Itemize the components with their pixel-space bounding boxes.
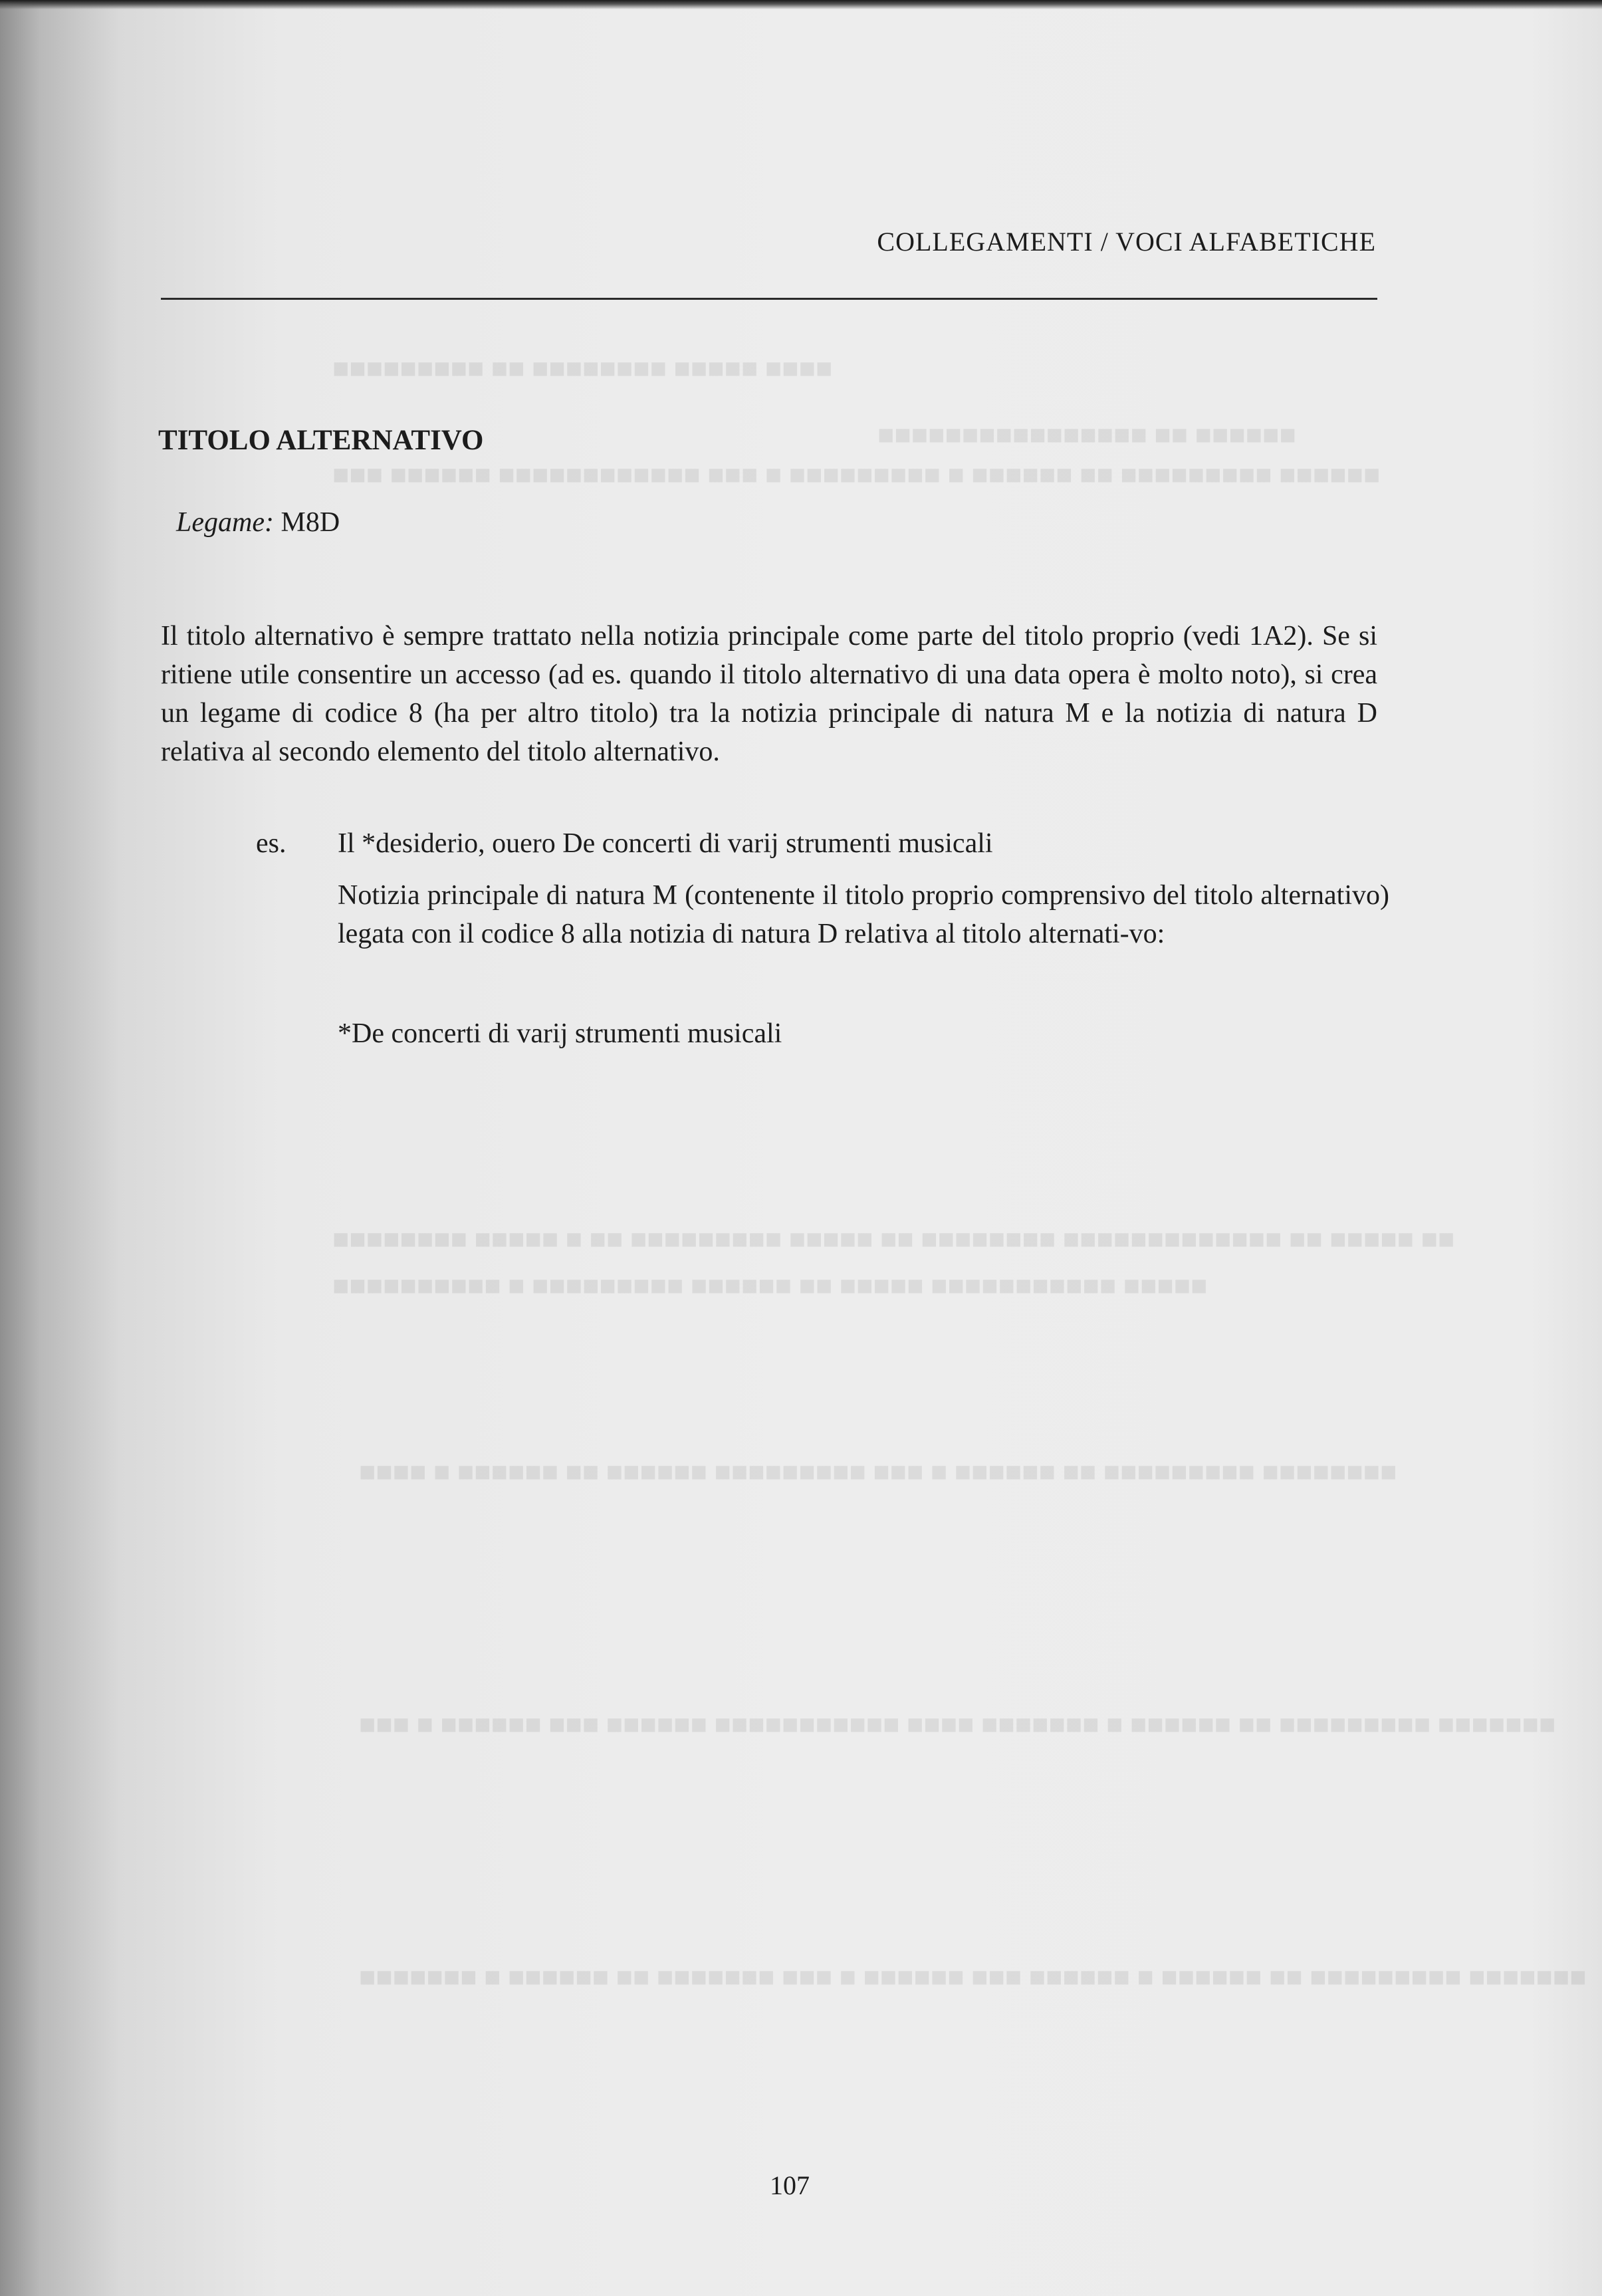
link-code-value: M8D <box>281 507 340 538</box>
show-through-texture: ■■■■ ■■■■■ ■■■■■■■■ ■■ ■■■■■■■■■ <box>332 354 833 384</box>
show-through-texture: ■■■■■■■■ ■■■■■■■■■ ■■ ■■■■■■ ■ ■■■ ■■■■■■■■■ ■■■■■■ ■■ ■■■■■■ ■ ■■■■ <box>359 1457 1397 1488</box>
section-title: TITOLO ALTERNATIVO <box>158 425 484 456</box>
example-title: Il *desiderio, ouero De concerti di varij strumenti musicali <box>338 828 993 859</box>
example-reference: *De concerti di varij strumenti musicali <box>338 1018 782 1049</box>
show-through-texture: ■■■■■■■ ■■■■■■■■■ ■■ ■■■■■■ ■ ■■■■■■ ■■■ ■■■■■■ ■ ■■■ ■■■■■■■ ■■ ■■■■■■ ■ ■■■■■■■ <box>359 1962 1587 1993</box>
link-code-label: Legame: <box>176 507 274 538</box>
link-code-line <box>176 507 340 538</box>
body-paragraph: Il titolo alternativo è sempre trattato nella notizia principale come parte del titolo proprio (vedi 1A2). Se si ritiene utile consentire un accesso (ad es. quando il titolo alternativo di una data opera è molto noto), si crea un legame di codice 8 (ha per altro titolo) tra la notizia principale di natura M e la notizia di natura D relativa al secondo elemento del titolo alternativo. <box>161 621 1377 767</box>
page-number: 107 <box>770 2170 810 2200</box>
running-header: COLLEGAMENTI / VOCI ALFABETICHE <box>877 227 1376 257</box>
example-description: Notizia principale di natura M (contenente il titolo proprio comprensivo del titolo alternativo) legata con il codice 8 alla notizia di natura D relativa al titolo alternati-vo: <box>338 880 1389 949</box>
show-through-texture: ■■■■■■ ■■ ■■■■■■■■■■■■■■■■ <box>877 420 1296 451</box>
show-through-texture: ■■ ■■■■■ ■■ ■■■■■■■■■■■■■ ■■■■■■■■ ■■ ■■■■■ ■■■■■■■■■ ■■ ■ ■■■■■ ■■■■■■■■ <box>332 1224 1455 1255</box>
show-through-texture: ■■■■■ ■■■■■■■■■■■ ■■■■■ ■■ ■■■■■■ ■■■■■■■■■ ■ ■■■■■■■■■■ <box>332 1271 1208 1302</box>
show-through-texture: ■■■■■■■ ■■■■■■■■■ ■■ ■■■■■■ ■ ■■■■■■■ ■■■■ ■■■■■■■■■■■ ■■■■■■ ■■■ ■■■■■■ ■ ■■■ <box>359 1710 1556 1740</box>
header-rule <box>161 298 1377 300</box>
show-through-texture: ■■■■■■ ■■■■■■■■■ ■■ ■■■■■■ ■ ■■■■■■■■■ ■ ■■■ ■■■■■■■■■■■■ ■■■■■■ ■■■ <box>332 460 1381 491</box>
example-label: es. <box>256 828 286 859</box>
page-top-edge <box>0 0 1602 9</box>
